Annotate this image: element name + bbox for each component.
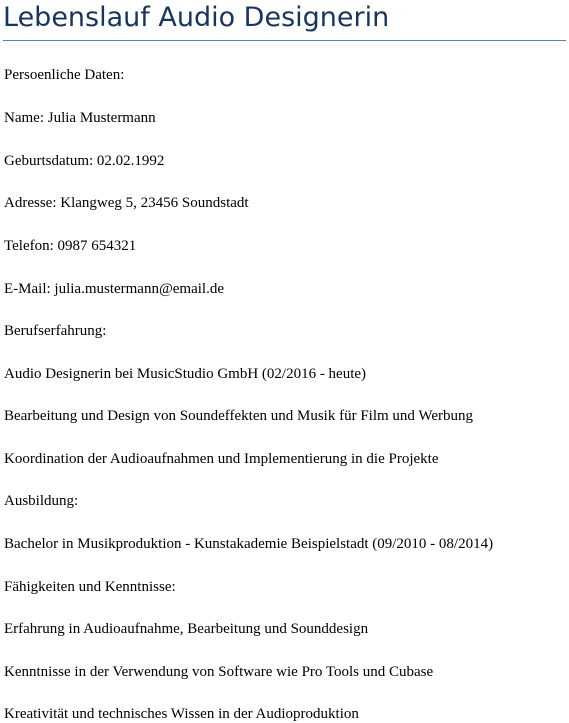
skill-item-1: Erfahrung in Audioaufnahme, Bearbeitung und Sounddesign — [4, 621, 369, 637]
personal-email: E-Mail: julia.mustermann@email.de — [4, 281, 225, 297]
experience-position: Audio Designerin bei MusicStudio GmbH (02/2016 - heute) — [4, 366, 367, 382]
document-title: Lebenslauf Audio Designerin — [3, 2, 390, 33]
experience-task-2: Koordination der Audioaufnahmen und Implementierung in die Projekte — [4, 451, 439, 467]
title-underline — [3, 40, 566, 41]
section-heading-education: Ausbildung: — [4, 493, 79, 509]
personal-birthdate: Geburtsdatum: 02.02.1992 — [4, 153, 165, 169]
education-degree: Bachelor in Musikproduktion - Kunstakademie Beispielstadt (09/2010 - 08/2014) — [4, 536, 494, 552]
section-heading-personal: Persoenliche Daten: — [4, 67, 125, 83]
section-heading-experience: Berufserfahrung: — [4, 323, 107, 339]
personal-address: Adresse: Klangweg 5, 23456 Soundstadt — [4, 195, 249, 211]
section-heading-skills: Fähigkeiten und Kenntnisse: — [4, 579, 176, 595]
skill-item-3: Kreativität und technisches Wissen in der Audioproduktion — [4, 706, 359, 722]
personal-name: Name: Julia Mustermann — [4, 110, 156, 126]
experience-task-1: Bearbeitung und Design von Soundeffekten und Musik für Film und Werbung — [4, 408, 474, 424]
personal-phone: Telefon: 0987 654321 — [4, 238, 137, 254]
skill-item-2: Kenntnisse in der Verwendung von Software wie Pro Tools und Cubase — [4, 664, 434, 680]
